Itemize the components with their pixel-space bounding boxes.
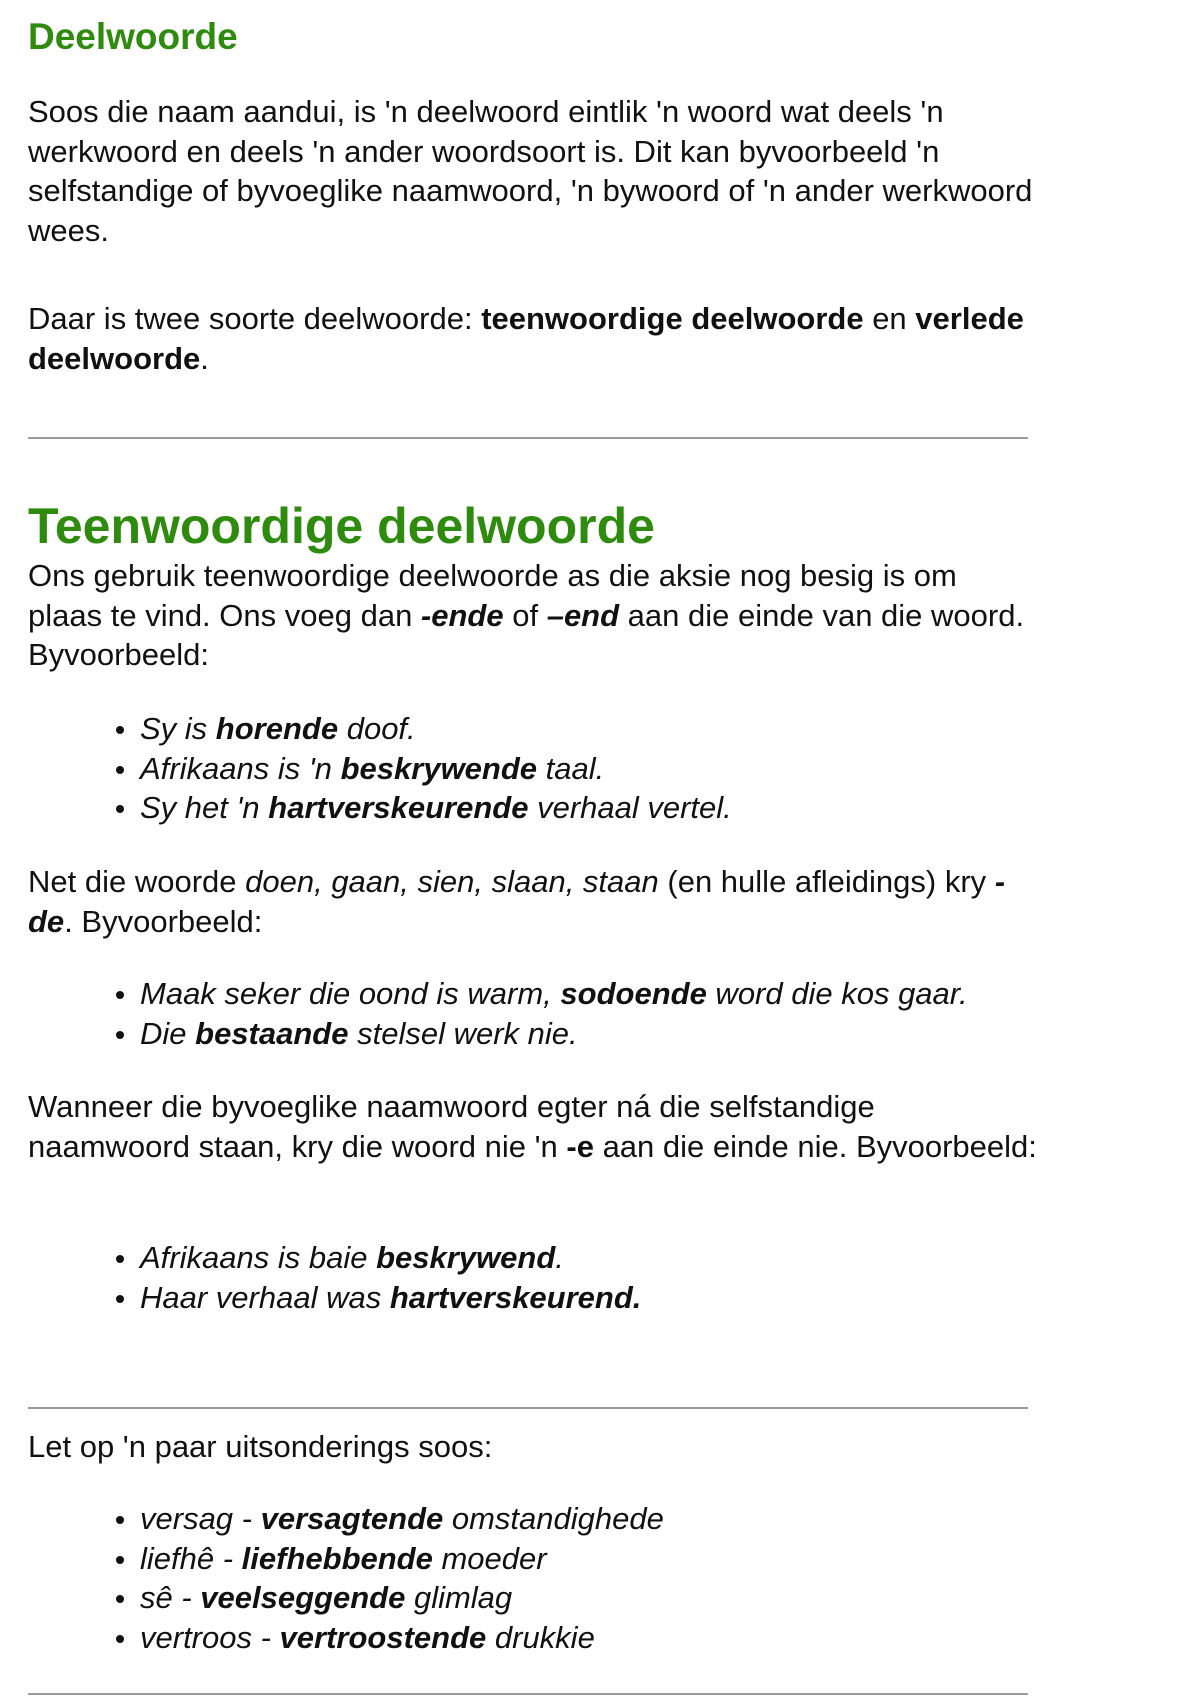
exception-noun: drukkie: [486, 1619, 595, 1655]
teenwoordige-intro-paragraph: [28, 556, 1038, 675]
net-die-words: doen, gaan, sien, slaan, staan: [245, 864, 659, 899]
exception-base-word: liefhê -: [140, 1540, 242, 1576]
net-die-text-after: . Byvoorbeeld:: [64, 903, 263, 939]
wanneer-text-before: Wanneer die byvoeglike naamwoord egter ná die selfstandige naamwoord staan, kry die woord nie 'n: [28, 1089, 875, 1164]
exception-base-word: versag -: [140, 1501, 261, 1536]
list-item: [140, 1014, 968, 1054]
exception-noun: omstandighede: [443, 1501, 664, 1536]
example-highlight: hartverskeurend.: [389, 1279, 642, 1315]
exceptions-list: [28, 1499, 664, 1657]
list-item: [140, 709, 732, 749]
suffix-de: -de: [28, 864, 1006, 939]
example-highlight: bestaande: [195, 1015, 349, 1051]
example-highlight: hartverskeurende: [268, 790, 529, 825]
list-item: [140, 1578, 664, 1618]
example-text: Afrikaans is 'n: [140, 750, 341, 786]
intro-text-after: aan die einde van die woord. Byvoorbeeld:: [28, 597, 1025, 672]
net-die-text-middle: (en hulle afleidings) kry: [658, 864, 995, 899]
term-teenwoordige: teenwoordige deelwoorde: [481, 301, 864, 336]
exception-noun: glimlag: [405, 1580, 513, 1615]
types-text-middle: en: [863, 301, 916, 336]
suffix-end: –end: [546, 597, 620, 633]
list-item: [140, 749, 732, 789]
example-text: Afrikaans is baie: [140, 1240, 377, 1275]
list-item: [140, 1618, 664, 1658]
example-highlight: beskrywend: [376, 1240, 556, 1275]
exception-noun: moeder: [432, 1540, 547, 1576]
exception-highlight: vertroostende: [279, 1619, 487, 1655]
net-die-paragraph: [28, 862, 1038, 941]
example-text: Sy is: [140, 711, 216, 746]
exception-highlight: veelseggende: [200, 1580, 406, 1615]
example-text: Haar verhaal was: [140, 1279, 390, 1315]
types-text-before: Daar is twee soorte deelwoorde:: [28, 301, 482, 336]
examples-list-1: [28, 709, 732, 828]
section-title-teenwoordige: Teenwoordige deelwoorde: [28, 498, 655, 554]
exception-base-word: sê -: [140, 1580, 201, 1615]
examples-list-2: [28, 974, 968, 1053]
suffix-e: -e: [566, 1128, 594, 1164]
list-item: [140, 1499, 664, 1539]
list-item: [140, 1539, 664, 1579]
example-text: word die kos gaar.: [706, 976, 968, 1011]
types-text-after: .: [200, 340, 209, 376]
types-paragraph: [28, 299, 1038, 378]
intro-text-before: Ons gebruik teenwoordige deelwoorde as die aksie nog besig is om plaas te vind. Ons voeg dan: [28, 558, 957, 633]
divider: [28, 1407, 1028, 1409]
example-text: taal.: [537, 750, 605, 786]
example-text: Maak seker die oond is warm,: [140, 976, 561, 1011]
intro-paragraph: Soos die naam aandui, is 'n deelwoord eintlik 'n woord wat deels 'n werkwoord en deels 'n ander woordsoort is. Dit kan byvoorbeeld 'n selfstandige of byvoeglike naamwoord, 'n bywoord of 'n ander werkwoord wees.: [28, 94, 1033, 248]
example-highlight: sodoende: [560, 976, 707, 1011]
list-item: [140, 1278, 641, 1318]
net-die-text-before: Net die woorde: [28, 864, 246, 899]
examples-list-3: [28, 1238, 641, 1317]
divider: [28, 1693, 1028, 1695]
term-verlede: verlede deelwoorde: [28, 301, 1024, 376]
list-item: [140, 788, 732, 828]
exception-base-word: vertroos -: [140, 1619, 280, 1655]
exceptions-intro: Let op 'n paar uitsonderings soos:: [28, 1429, 493, 1464]
intro-text-middle: of: [503, 597, 547, 633]
suffix-ende: -ende: [420, 597, 504, 633]
example-text: stelsel werk nie.: [348, 1015, 578, 1051]
wanneer-text-after: aan die einde nie. Byvoorbeeld:: [593, 1128, 1037, 1164]
example-highlight: horende: [215, 711, 339, 746]
example-highlight: beskrywende: [340, 750, 538, 786]
exception-highlight: liefhebbende: [241, 1540, 433, 1576]
list-item: [140, 1238, 641, 1278]
example-text: verhaal vertel.: [528, 790, 732, 825]
divider: [28, 437, 1028, 439]
example-text: Sy het 'n: [140, 790, 269, 825]
list-item: [140, 974, 968, 1014]
example-text: Die: [140, 1015, 196, 1051]
section-title-deelwoorde: Deelwoorde: [28, 16, 238, 57]
example-text: doof.: [338, 711, 416, 746]
exception-highlight: versagtende: [260, 1501, 444, 1536]
wanneer-paragraph: [28, 1087, 1038, 1166]
example-text: .: [555, 1240, 564, 1275]
